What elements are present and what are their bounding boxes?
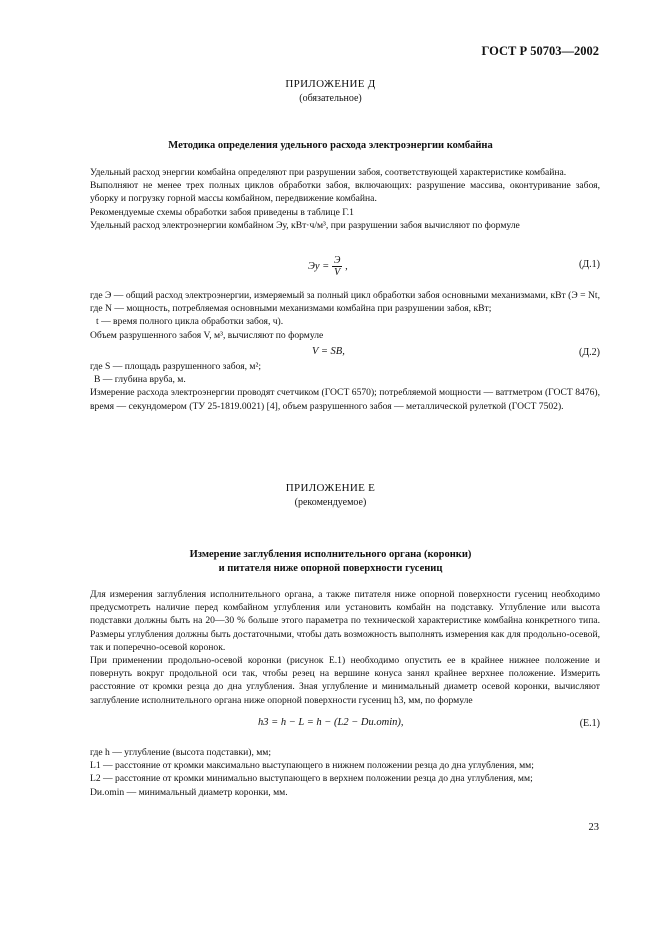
appendix-e-status: (рекомендуемое) xyxy=(294,497,367,508)
paragraph: Удельный расход энергии комбайна определяют при разрушении забоя, соответствующей характеристике комбайна. xyxy=(90,167,567,178)
formula-fraction xyxy=(332,255,343,278)
explanation-line: Объем разрушенного забоя V, м³, вычисляют по формуле xyxy=(90,329,324,341)
fraction-numerator: Э xyxy=(333,255,341,266)
page-number: 23 xyxy=(588,822,599,833)
paragraph: Выполняют не менее трех полных циклов обработки забоя, включающих: разрушение массива, оконтуривание забоя, уборку и погрузку горной массы комбайном, передвижение комбайна. xyxy=(90,180,600,205)
explanation-line: t — время полного цикла обработки забоя, ч). xyxy=(96,316,284,328)
appendix-d-title: ПРИЛОЖЕНИЕ Д xyxy=(285,78,376,90)
appendix-e-heading-line1: Измерение заглубления исполнительного органа (коронки) xyxy=(189,549,472,560)
explanation-line: B — глубина вруба, м. xyxy=(94,374,186,386)
explanation-line: где S — площадь разрушенного забоя, м²; xyxy=(90,361,262,372)
appendix-e-title: ПРИЛОЖЕНИЕ Е xyxy=(285,482,376,494)
formula-lhs: Эу = xyxy=(308,260,330,272)
appendix-d-heading: Методика определения удельного расхода электроэнергии комбайна xyxy=(168,140,493,151)
explanation-line: L1 — расстояние от кромки максимально выступающего в нижнем положении резца до дна углубления, мм; xyxy=(90,760,534,772)
appendix-e-heading-line2: и питателя ниже опорной поверхности гусениц xyxy=(218,563,443,574)
appendix-d-where2 xyxy=(90,360,600,413)
document-code: ГОСТ Р 50703—2002 xyxy=(481,44,599,58)
explanation-line: где h — углубление (высота подставки), мм; xyxy=(90,747,272,758)
formula-number: (Д.1) xyxy=(579,259,600,270)
formula-d1 xyxy=(90,250,600,276)
formula-number: (Е.1) xyxy=(579,718,600,729)
explanation-line: L2 — расстояние от кромки минимально выступающего в верхнем положении резца до дна углубления, мм; xyxy=(90,773,533,785)
formula-expression: V = SB, xyxy=(312,346,345,357)
appendix-d-status: (обязательное) xyxy=(299,93,362,104)
fraction-denominator: V xyxy=(334,267,341,278)
formula-expression: h3 = h − L = h − (L2 − Dи.оmin), xyxy=(258,717,404,728)
appendix-d-where1 xyxy=(90,289,600,342)
paragraph: Для измерения заглубления исполнительного органа, а также питателя ниже опорной поверхности гусениц необходимо предусмотреть наличие перед комбайном углубления или установить комбайн на подставку. Углубление или высота подставки должны быть на 20—30 % больше этого параметра по технической характеристике комбайна конкретного типа. Размеры углубления должны быть достаточными, чтобы дать возможность выполнять измерения как для продольно-осевой, так и поперечно-осевой коронок. xyxy=(90,589,600,653)
formula-tail: , xyxy=(345,260,348,272)
appendix-e-where xyxy=(90,746,600,799)
explanation-line: где Э — общий расход электроэнергии, измеряемый за полный цикл обработки забоя основными механизмами, кВт (Э = Nt, где N — мощность, потребляемая основными механизмами комбайна при разрушении забоя, кВт; xyxy=(90,290,600,315)
formula-e1 xyxy=(90,717,600,735)
formula-number: (Д.2) xyxy=(579,347,600,358)
paragraph: Измерение расхода электроэнергии проводят счетчиком (ГОСТ 6570); потребляемой мощности — ваттметром (ГОСТ 8476), время — секундомером (ТУ 25-1819.0021) [4], объем разрушенного забоя — металлической рулеткой (ГОСТ 7502). xyxy=(90,387,600,412)
appendix-e-body xyxy=(90,588,600,707)
paragraph: Рекомендуемые схемы обработки забоя приведены в таблице Г.1 xyxy=(90,206,354,218)
appendix-d-intro xyxy=(90,166,600,232)
paragraph: Удельный расход электроэнергии комбайном Эу, кВт·ч/м³, при разрушении забоя вычисляют по формуле xyxy=(90,219,520,231)
explanation-line: Dи.оmin — минимальный диаметр коронки, мм. xyxy=(90,786,288,798)
paragraph: При применении продольно-осевой коронки (рисунок Е.1) необходимо опустить ее в крайнее нижнее положение и повернуть вокруг продольной оси так, чтобы резец на вершине конуса занял крайнее верхнее положение. Измерить расстояние от кромки резца до дна углубления. Зная углубление и минимальный диаметр осевой коронки, вычисляют заглубление исполнительного органа ниже опорной поверхности гусениц h3, мм, по формуле xyxy=(90,655,600,706)
